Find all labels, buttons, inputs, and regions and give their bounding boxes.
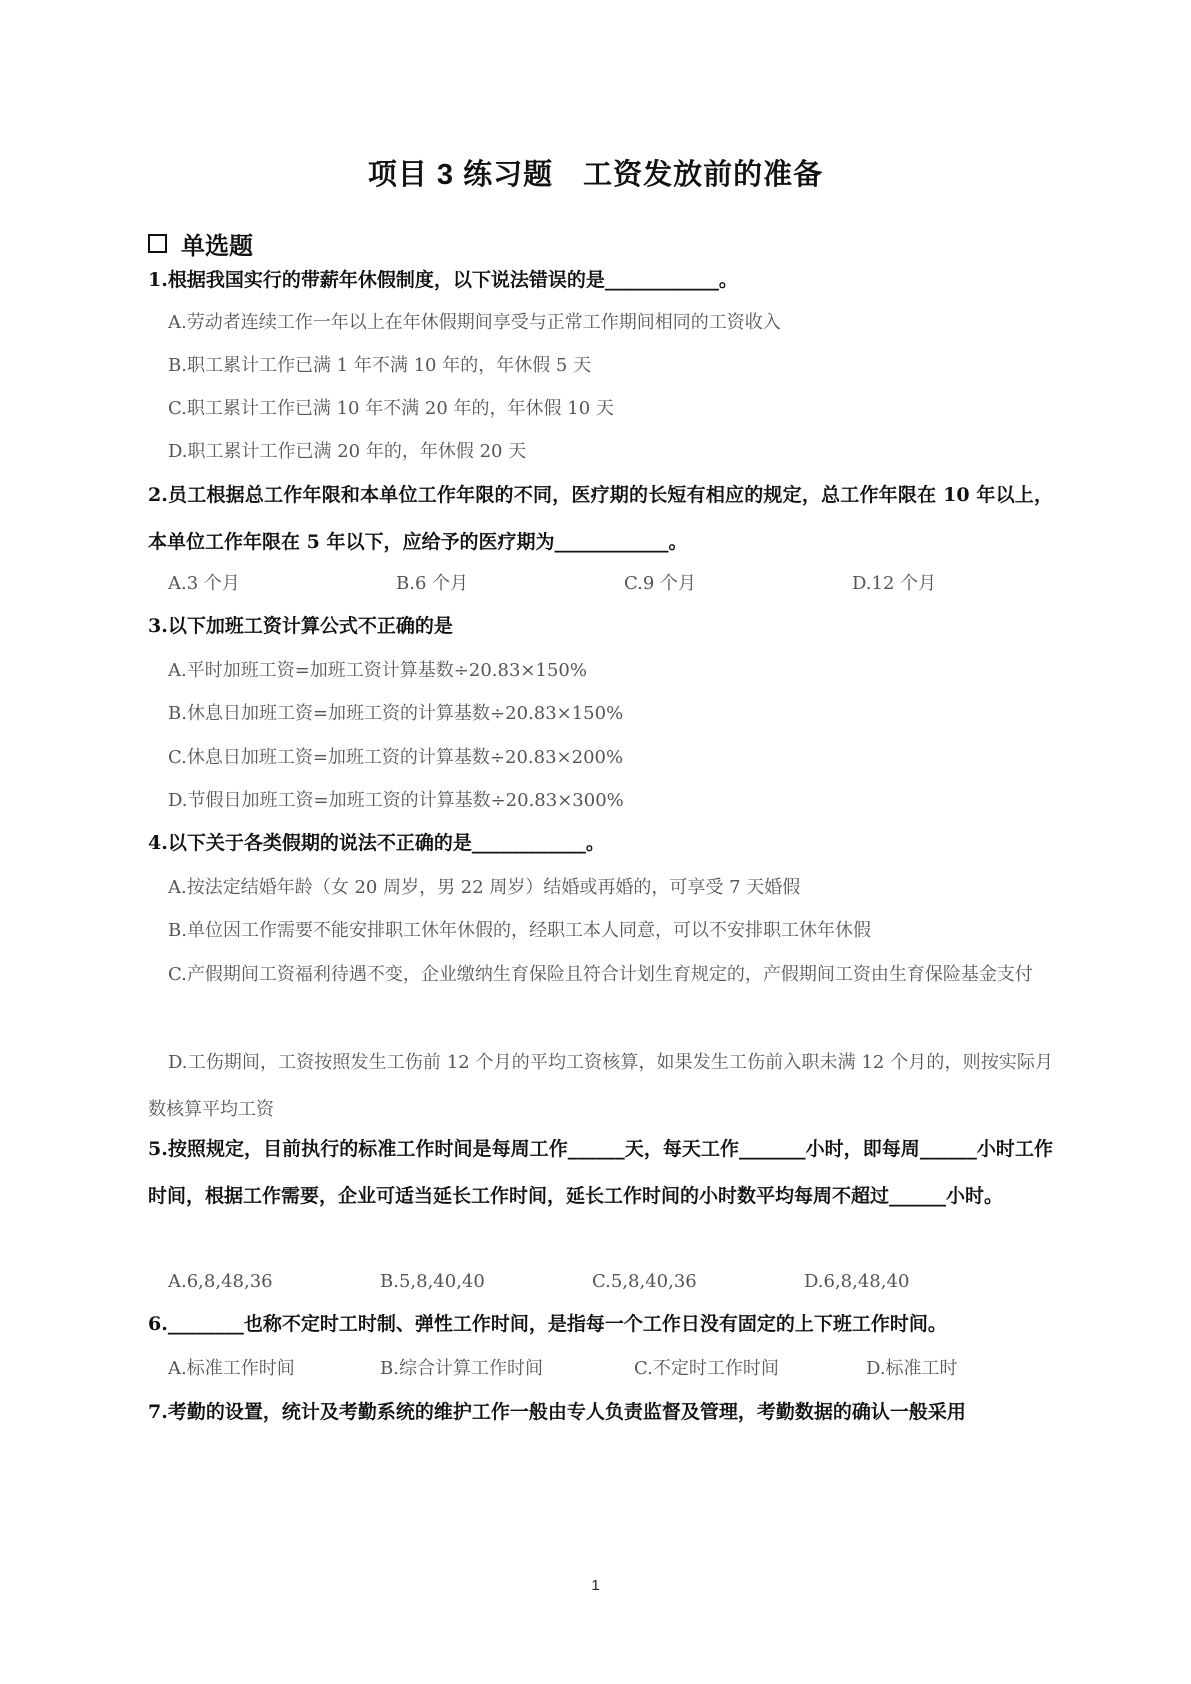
q4-option-b: B.单位因工作需要不能安排职工休年休假的，经职工本人同意，可以不安排职工休年休假 [168,920,871,941]
q6-options [0,1345,1191,1392]
q4-option-d: D.工伤期间，工资按照发生工伤前 12 个月的平均工资核算，如果发生工伤前入职未满 12 个月的，则按实际月数核算平均工资 [148,1052,1053,1120]
q5-options [0,1258,1191,1305]
question-3: 3.以下加班工资计算公式不正确的是 [148,615,453,637]
q6-option-b: B.综合计算工作时间 [380,1358,543,1379]
checkbox-square-icon [148,234,167,253]
page-number: 1 [591,1577,600,1594]
q2-option-c: C.9 个月 [624,573,697,594]
q4-option-c: C.产假期间工资福利待遇不变，企业缴纳生育保险且符合计划生育规定的，产假期间工资由生育保险基金支付 [168,964,1033,985]
question-7: 7.考勤的设置，统计及考勤系统的维护工作一般由专人负责监督及管理，考勤数据的确认一般采用 [148,1401,966,1423]
q1-option-c: C.职工累计工作已满 10 年不满 20 年的，年休假 10 天 [168,398,614,419]
q5-option-d: D.6,8,48,40 [804,1271,910,1292]
q6-option-d: D.标准工时 [866,1358,958,1379]
q3-option-b: B.休息日加班工资=加班工资的计算基数÷20.83×150% [168,703,624,724]
page-title: 项目 3 练习题 工资发放前的准备 [367,159,824,191]
question-1: 1.根据我国实行的带薪年休假制度，以下说法错误的是____________。 [148,269,738,291]
q2-options [0,560,1191,607]
q3-option-d: D.节假日加班工资=加班工资的计算基数÷20.83×300% [168,790,624,811]
q3-option-c: C.休息日加班工资=加班工资的计算基数÷20.83×200% [168,747,624,768]
q3-option-a: A.平时加班工资=加班工资计算基数÷20.83×150% [168,660,587,681]
question-5: 5.按照规定，目前执行的标准工作时间是每周工作______天，每天工作_______小时，即每周______小时工作时间，根据工作需要，企业可适当延长工作时间，延长工作时间的小时数平均每周不超过______小时。 [148,1138,1053,1207]
q2-option-a: A.3 个月 [168,573,240,594]
question-4: 4.以下关于各类假期的说法不正确的是____________。 [148,832,605,854]
q2-option-d: D.12 个月 [852,573,937,594]
q6-option-a: A.标准工作时间 [168,1358,295,1379]
section-heading [148,226,253,261]
q5-option-c: C.5,8,40,36 [592,1271,697,1292]
q4-option-a: A.按法定结婚年龄（女 20 周岁，男 22 周岁）结婚或再婚的，可享受 7 天婚假 [168,877,801,898]
q5-option-b: B.5,8,40,40 [380,1271,485,1292]
question-6: 6.________也称不定时工时制、弹性工作时间，是指每一个工作日没有固定的上下班工作时间。 [148,1313,947,1335]
q1-option-d: D.职工累计工作已满 20 年的，年休假 20 天 [168,441,527,462]
q1-option-a: A.劳动者连续工作一年以上在年休假期间享受与正常工作期间相同的工资收入 [168,312,781,333]
question-2: 2.员工根据总工作年限和本单位工作年限的不同，医疗期的长短有相应的规定，总工作年限在 10 年以上，本单位工作年限在 5 年以下，应给予的医疗期为____________。 [148,484,1053,553]
q2-option-b: B.6 个月 [396,573,469,594]
q5-option-a: A.6,8,48,36 [168,1271,273,1292]
q1-option-b: B.职工累计工作已满 1 年不满 10 年的，年休假 5 天 [168,355,592,376]
q6-option-c: C.不定时工作时间 [634,1358,779,1379]
section-title: 单选题 [181,233,253,260]
